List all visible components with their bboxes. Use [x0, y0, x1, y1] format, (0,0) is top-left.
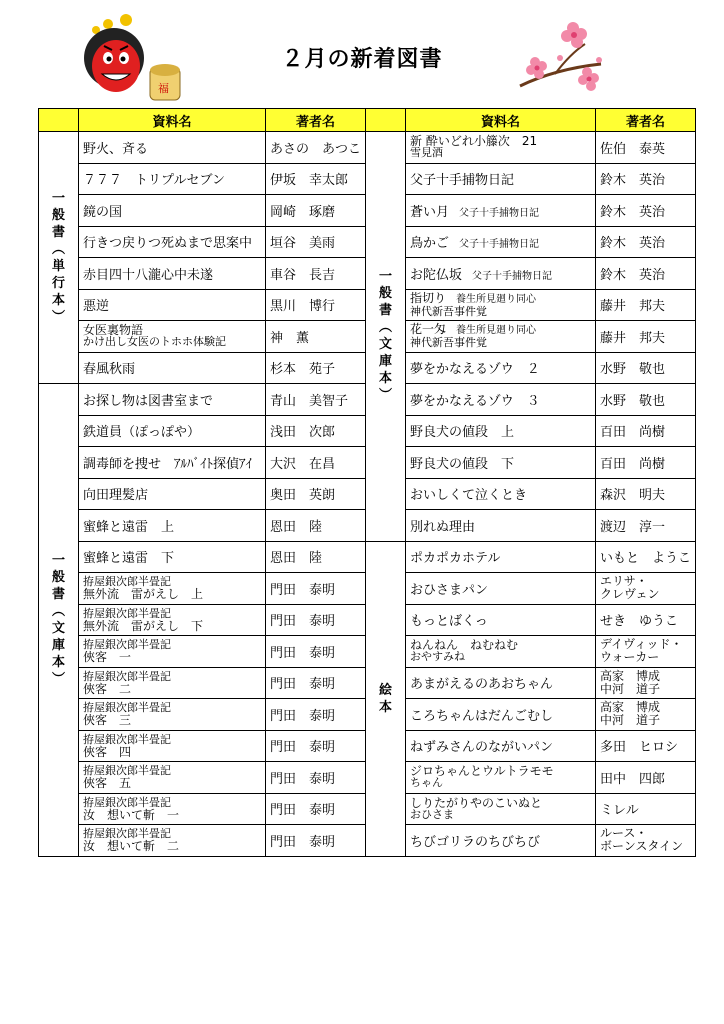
title-with-subtitle [83, 324, 261, 348]
book-title: ポカポカホテル [410, 551, 501, 567]
author-name: 岡崎 琢磨 [270, 204, 336, 220]
left-title-cell [79, 573, 266, 605]
right-author-cell [596, 195, 696, 227]
book-title: ジロちゃんとウルトラモモ [410, 764, 554, 779]
title-with-series [83, 828, 261, 852]
category-char: 本 [379, 699, 393, 715]
book-title: 向田理髪店 [83, 488, 149, 504]
right-author-cell [596, 510, 696, 542]
category-label [52, 552, 66, 688]
category-label [379, 682, 393, 716]
right-title-cell [406, 825, 596, 857]
book-title: ７７７ トリプルセブン [83, 173, 225, 189]
author-name: 車谷 長吉 [270, 267, 336, 283]
series-name: 拵屋銀次郎半畳記 [83, 764, 171, 778]
right-author-cell [596, 730, 696, 762]
right-title-cell [406, 667, 596, 699]
title-two-line [410, 639, 591, 663]
author-name: 垣谷 美雨 [270, 236, 336, 252]
book-title: もっとばくっ [410, 614, 488, 630]
author-name: 百田 尚樹 [600, 456, 666, 472]
author-line2: 中河 道子 [600, 681, 661, 696]
author-line2: ボーンスタイン [600, 839, 684, 854]
author-line1: 高家 博成 [600, 668, 661, 683]
book-title: 行きつ戻りつ死ぬまで思案中 [83, 236, 253, 252]
title-with-series [83, 797, 261, 821]
book-title-line2: おひさま [410, 807, 455, 821]
author-line1: ルース・ [600, 826, 648, 841]
plum-blossom-illustration [515, 14, 605, 106]
right-title-cell [406, 573, 596, 605]
author-name: 大沢 在昌 [270, 456, 336, 472]
category-char: 書 [51, 586, 65, 602]
author-name: 伊坂 幸太郎 [270, 173, 349, 189]
category-char: 単 [51, 258, 65, 274]
book-note: 父子十手捕物日記 [449, 239, 540, 251]
title-two-line [410, 292, 591, 318]
author-name: 黒川 博行 [270, 299, 336, 315]
book-title-line2: ちゃん [410, 776, 444, 790]
svg-text:福: 福 [158, 82, 169, 95]
author-name: 恩田 陸 [270, 519, 323, 535]
right-title-cell [406, 730, 596, 762]
right-title-cell [406, 541, 596, 573]
author-name: 門田 泰明 [270, 740, 336, 756]
table-row [39, 541, 696, 573]
new-books-table [38, 108, 696, 857]
left-author-cell [266, 730, 366, 762]
header-title-right: 資料名 [406, 109, 596, 132]
left-title-cell [79, 604, 266, 636]
category-char: 一 [51, 552, 65, 568]
left-title-cell [79, 226, 266, 258]
right-author-cell [596, 478, 696, 510]
author-name: せき ゆうこ [600, 614, 679, 630]
left-title-cell [79, 762, 266, 794]
header-title-left: 資料名 [79, 109, 266, 132]
left-title-cell [79, 667, 266, 699]
title-with-series [83, 734, 261, 758]
author-name: 門田 泰明 [270, 834, 336, 850]
title-two-line [410, 135, 591, 159]
author-name: 鈴木 英治 [600, 236, 666, 252]
author-two-line [600, 827, 691, 853]
category-char: 般 [379, 286, 393, 302]
author-name: 鈴木 英治 [600, 267, 666, 283]
left-author-cell [266, 321, 366, 353]
right-title-cell [406, 636, 596, 668]
left-author-cell [266, 132, 366, 164]
author-name: 田中 四郎 [600, 771, 666, 787]
category-char: 文 [51, 620, 65, 636]
right-title-cell [406, 478, 596, 510]
right-title-cell [406, 384, 596, 416]
right-title-cell [406, 699, 596, 731]
book-title: 俠客 五 [83, 776, 132, 791]
right-author-cell [596, 573, 696, 605]
right-title-cell [406, 132, 596, 164]
right-title-cell [406, 604, 596, 636]
title-two-line [410, 323, 591, 349]
category-char: ︶ [51, 309, 65, 325]
book-title: 鳥かご [410, 236, 450, 252]
author-name: 佐伯 泰英 [600, 141, 666, 157]
left-author-cell [266, 447, 366, 479]
author-name: 浅田 次郎 [270, 425, 336, 441]
left-author-cell [266, 573, 366, 605]
right-author-cell [596, 352, 696, 384]
category-char: 一 [379, 269, 393, 285]
book-title: あまがえるのあおちゃん [410, 677, 554, 693]
category-char: 本 [51, 292, 65, 308]
right-title-cell [406, 289, 596, 321]
book-note: 養生所見廻り同心 [446, 293, 537, 305]
book-title: 蒼い月 [410, 204, 450, 220]
left-author-cell [266, 352, 366, 384]
left-author-cell [266, 226, 366, 258]
left-author-cell [266, 604, 366, 636]
book-title-line2: 神代新吾事件覚 [410, 304, 488, 318]
book-title: お陀仏坂 [410, 267, 463, 283]
book-title: 蜜蜂と遠雷 上 [83, 519, 175, 535]
left-author-cell [266, 541, 366, 573]
author-name: 奥田 英朗 [270, 488, 336, 504]
series-name: 拵屋銀次郎半畳記 [83, 701, 171, 715]
left-author-cell [266, 793, 366, 825]
author-line1: エリサ・ [600, 574, 648, 589]
author-name: 門田 泰明 [270, 803, 336, 819]
left-title-cell [79, 132, 266, 164]
author-two-line [600, 701, 691, 727]
right-author-cell [596, 384, 696, 416]
author-line2: ウォーカー [600, 650, 660, 665]
right-title-cell [406, 510, 596, 542]
title-with-series [83, 639, 261, 663]
book-title: ちびゴリラのちびちび [410, 834, 541, 850]
book-title: 鉄道員（ぽっぽや） [83, 425, 201, 441]
left-title-cell [79, 352, 266, 384]
book-title-line1 [410, 292, 591, 306]
category-char: 本 [379, 371, 393, 387]
left-title-cell [79, 447, 266, 479]
author-name: 門田 泰明 [270, 677, 336, 693]
header-blank-right [366, 109, 406, 132]
book-note: 父子十手捕物日記 [449, 207, 540, 219]
author-name: 渡辺 淳一 [600, 519, 666, 535]
left-author-cell [266, 195, 366, 227]
book-title: お探し物は図書室まで [83, 393, 214, 409]
header-author-right: 著者名 [596, 109, 696, 132]
right-author-cell [596, 415, 696, 447]
author-name: ミレル [600, 803, 639, 819]
left-title-cell [79, 478, 266, 510]
category-char: ︶ [379, 388, 393, 404]
left-author-cell [266, 636, 366, 668]
right-author-cell [596, 163, 696, 195]
right-category-cell [366, 541, 406, 856]
book-title: 新 酔いどれ小籐次 21 [410, 134, 538, 149]
title-two-line [410, 765, 591, 789]
right-author-cell [596, 667, 696, 699]
right-title-cell [406, 447, 596, 479]
right-author-cell [596, 321, 696, 353]
author-name: 森沢 明夫 [600, 488, 666, 504]
left-title-cell [79, 825, 266, 857]
series-name: 拵屋銀次郎半畳記 [83, 732, 171, 746]
author-name: 恩田 陸 [270, 551, 323, 567]
author-name: あさの あつこ [270, 141, 362, 157]
category-char: 般 [51, 569, 65, 585]
right-title-cell [406, 793, 596, 825]
category-char: 本 [51, 654, 65, 670]
right-author-cell [596, 132, 696, 164]
category-char: 文 [379, 337, 393, 353]
book-title: 女医裏物語 [83, 323, 144, 338]
series-name: 拵屋銀次郎半畳記 [83, 669, 171, 683]
right-title-cell [406, 226, 596, 258]
category-label [379, 268, 393, 404]
page-title: ２月の新着図書 [281, 47, 443, 72]
book-title: 無外流 雷がえし 下 [83, 618, 204, 633]
book-title: 無外流 雷がえし 上 [83, 587, 204, 602]
right-author-cell [596, 604, 696, 636]
table-row [39, 132, 696, 164]
left-author-cell [266, 384, 366, 416]
book-note: 父子十手捕物日記 [462, 270, 553, 282]
author-line2: クレヴェン [600, 587, 660, 602]
left-author-cell [266, 163, 366, 195]
category-char: 書 [379, 303, 393, 319]
left-author-cell [266, 699, 366, 731]
right-author-cell [596, 541, 696, 573]
author-name: 鈴木 英治 [600, 204, 666, 220]
right-title-cell [406, 762, 596, 794]
right-category-cell [366, 132, 406, 542]
header-author-left: 著者名 [266, 109, 366, 132]
author-name: 鈴木 英治 [600, 173, 666, 189]
book-title-line2: 神代新吾事件覚 [410, 336, 488, 350]
author-line1: 高家 博成 [600, 700, 661, 715]
category-char: 絵 [379, 682, 393, 698]
table-header-row [39, 109, 696, 132]
right-title-cell [406, 415, 596, 447]
category-char: 庫 [379, 354, 393, 370]
category-char: ︶ [51, 671, 65, 687]
left-title-cell [79, 636, 266, 668]
book-title: 蜜蜂と遠雷 下 [83, 551, 175, 567]
left-title-cell [79, 699, 266, 731]
book-title: 野火、斉る [83, 141, 149, 157]
book-title: 俠客 二 [83, 681, 132, 696]
left-author-cell [266, 289, 366, 321]
right-author-cell [596, 825, 696, 857]
author-name: 多田 ヒロシ [600, 740, 679, 756]
author-line1: デイヴィッド・ [600, 637, 683, 652]
right-author-cell [596, 289, 696, 321]
book-title: 俠客 四 [83, 744, 132, 759]
right-author-cell [596, 447, 696, 479]
book-title: 悪逆 [83, 299, 110, 315]
category-char: 般 [51, 207, 65, 223]
book-title-line2: おやすみね [410, 650, 466, 664]
left-author-cell [266, 667, 366, 699]
left-title-cell [79, 730, 266, 762]
book-title: おひさまパン [410, 582, 489, 598]
book-title: 夢をかなえるゾウ ２ [410, 362, 540, 378]
left-category-cell [39, 132, 79, 384]
book-title: 調毒師を捜せ ｱﾙﾊﾞｲﾄ探偵ｱｲ [83, 456, 253, 472]
book-title: 夢をかなえるゾウ ３ [410, 393, 540, 409]
author-name: いもと ようこ [600, 551, 692, 567]
category-label [52, 190, 66, 326]
author-name: 門田 泰明 [270, 771, 336, 787]
left-author-cell [266, 510, 366, 542]
book-title: ころちゃんはだんごむし [410, 708, 554, 724]
category-char: ︵ [51, 241, 65, 257]
author-name: 神 薫 [270, 330, 310, 346]
right-author-cell [596, 699, 696, 731]
right-title-cell [406, 352, 596, 384]
book-title: 汝 想いて斬 一 [83, 807, 180, 822]
book-title: 野良犬の値段 上 [410, 425, 515, 441]
author-name: 門田 泰明 [270, 614, 336, 630]
book-title: しりたがりやのこいぬと [410, 795, 543, 810]
left-title-cell [79, 541, 266, 573]
right-title-cell [406, 258, 596, 290]
author-line2: 中河 道子 [600, 713, 661, 728]
right-title-cell [406, 163, 596, 195]
right-author-cell [596, 793, 696, 825]
title-with-series [83, 671, 261, 695]
category-char: ︵ [51, 603, 65, 619]
book-title: 指切り [410, 290, 447, 305]
author-name: 水野 敬也 [600, 362, 666, 378]
author-name: 門田 泰明 [270, 645, 336, 661]
right-author-cell [596, 258, 696, 290]
category-char: 一 [51, 190, 65, 206]
title-with-series [83, 765, 261, 789]
book-title: ねんねん ねむねむ [410, 638, 519, 653]
author-name: 青山 美智子 [270, 393, 349, 409]
oni-demon-illustration [78, 14, 188, 106]
right-author-cell [596, 636, 696, 668]
header-blank-left [39, 109, 79, 132]
author-name: 杉本 苑子 [270, 362, 336, 378]
title-with-series [83, 608, 261, 632]
book-title: 別れぬ理由 [410, 519, 476, 535]
author-name: 門田 泰明 [270, 708, 336, 724]
book-title: 野良犬の値段 下 [410, 456, 515, 472]
category-char: 行 [51, 275, 65, 291]
category-char: 書 [51, 224, 65, 240]
title-two-line [410, 797, 591, 821]
book-title-line1 [410, 797, 591, 809]
left-title-cell [79, 289, 266, 321]
left-title-cell [79, 415, 266, 447]
book-title: 俠客 三 [83, 713, 132, 728]
category-char: 庫 [51, 637, 65, 653]
title-with-series [83, 576, 261, 600]
author-name: 水野 敬也 [600, 393, 666, 409]
left-author-cell [266, 825, 366, 857]
left-author-cell [266, 478, 366, 510]
series-name: 拵屋銀次郎半畳記 [83, 638, 171, 652]
book-title: 花一匁 [410, 322, 447, 337]
left-title-cell [79, 384, 266, 416]
left-title-cell [79, 793, 266, 825]
book-title: 父子十手捕物日記 [410, 173, 515, 189]
left-category-cell [39, 384, 79, 857]
left-title-cell [79, 321, 266, 353]
left-title-cell [79, 195, 266, 227]
left-author-cell [266, 762, 366, 794]
title-with-series [83, 702, 261, 726]
author-two-line [600, 575, 691, 601]
right-title-cell [406, 195, 596, 227]
right-title-cell [406, 321, 596, 353]
book-title: ねずみさんのながいパン [410, 740, 554, 756]
series-name: 拵屋銀次郎半畳記 [83, 827, 171, 841]
author-name: 藤井 邦夫 [600, 330, 666, 346]
book-title: 春風秋雨 [83, 362, 136, 378]
author-two-line [600, 670, 691, 696]
author-two-line [600, 638, 691, 664]
series-name: 拵屋銀次郎半畳記 [83, 575, 171, 589]
left-author-cell [266, 415, 366, 447]
left-title-cell [79, 258, 266, 290]
book-note: 養生所見廻り同心 [446, 325, 537, 337]
author-name: 百田 尚樹 [600, 425, 666, 441]
author-name: 藤井 邦夫 [600, 299, 666, 315]
series-name: 拵屋銀次郎半畳記 [83, 795, 171, 809]
series-name: 拵屋銀次郎半畳記 [83, 606, 171, 620]
book-title: 赤目四十八瀧心中未遂 [83, 267, 214, 283]
book-title: おいしくて泣くとき [410, 488, 528, 504]
right-author-cell [596, 762, 696, 794]
category-char: ︵ [379, 320, 393, 336]
left-title-cell [79, 163, 266, 195]
book-title: 俠客 一 [83, 650, 132, 665]
book-subtitle: かけ出し女医のトホホ体験記 [83, 335, 226, 349]
left-title-cell [79, 510, 266, 542]
book-title-line2: 雪見酒 [410, 146, 444, 160]
right-author-cell [596, 226, 696, 258]
author-name: 門田 泰明 [270, 582, 336, 598]
book-title: 鏡の国 [83, 204, 123, 220]
book-title: 汝 想いて斬 二 [83, 839, 180, 854]
left-author-cell [266, 258, 366, 290]
